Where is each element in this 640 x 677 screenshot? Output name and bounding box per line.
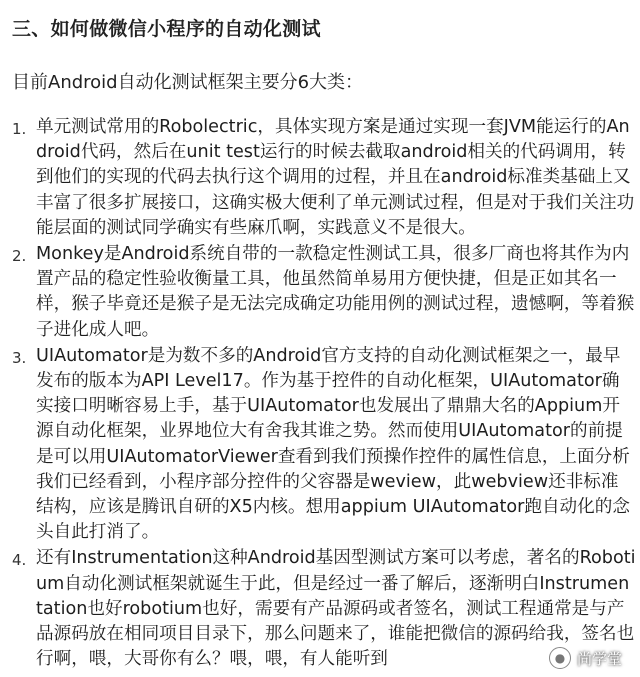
watermark-label: 尚学堂 xyxy=(576,649,622,668)
list-item-number: 3. xyxy=(12,348,27,367)
intro-text: 目前Android自动化测试框架主要分6大类： xyxy=(12,72,364,93)
list-item-text: Monkey是Android系统自带的一款稳定性测试工具，很多厂商也将其作为内置产品的稳定性验收衡量工具，他虽然简单易用方便快捷，但是正如其名一样，猴子毕竟还是猴子是无法完成确定功能用例的测试过程，遗憾啊，等着猴子进化成人吧。 xyxy=(36,244,635,340)
list-item-text: 单元测试常用的Robolectric，具体实现方案是通过实现一套JVM能运行的Android代码，然后在unit test运行的时候去截取android相关的代码调用，转到他们的实现的代码去执行这个调用的过程，并且在android标准类基础上又丰富了很多扩展接口，这确实极大便利了单元测试过程，但是对于我们关注功能层面的测试同学确实有些麻爪啊，实践意义不是很大。 xyxy=(36,117,635,238)
list-item xyxy=(8,546,640,672)
section-heading: 三、如何做微信小程序的自动化测试 xyxy=(12,18,321,40)
list-item-number: 1. xyxy=(12,120,27,138)
list-item xyxy=(8,344,640,546)
list-item xyxy=(8,115,640,241)
list-item-text: 还有Instrumentation这种Android基因型测试方案可以考虑，著名的Robotium自动化测试框架就诞生于此，但是经过一番了解后，逐渐明白Instrumentation也好robotium也好，需要有产品源码或者签名，测试工程通常是与产品源码放在相同项目目录下，那么问题来了，谁能把微信的源码给我，签名也行啊，喂，大哥你有么？喂，喂，有人能听到 xyxy=(36,548,636,670)
watermark xyxy=(549,647,622,669)
list-item-number: 4. xyxy=(12,551,27,570)
list-item-number: 2. xyxy=(12,247,27,266)
wechat-account-icon: ● xyxy=(549,647,571,669)
list-item-text: UIAutomator是为数不多的Android官方支持的自动化测试框架之一，最早发布的版本为API Level17。作为基于控件的自动化框架，UIAutomator确实接口明晰容易上手，基于UIAutomator也发展出了鼎鼎大名的Appium开源自动化框架，业界地位大有舍我其谁之势。然而使用UIAutomator的前提是可以用UIAutomatorViewer查看到我们预操作控件的属性信息，上面分析我们已经看到，小程序部分控件的父容器是weview，此webview还非标准结构，应该是腾讯自研的X5内核。想用appium UIAutomator跑自动化的念头自此打消了。 xyxy=(36,345,630,543)
list-item xyxy=(8,242,640,343)
framework-list xyxy=(8,115,640,673)
